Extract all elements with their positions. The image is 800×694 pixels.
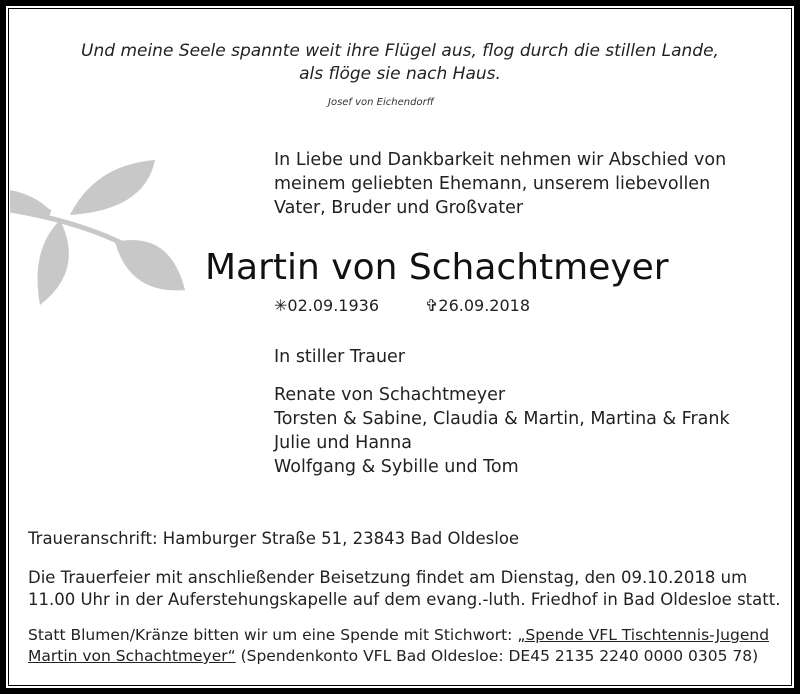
- quote-line-1: Und meine Seele spannte weit ihre Flügel aus, flog durch die stillen Lande,: [81, 41, 719, 61]
- birth-date-value: 02.09.1936: [287, 296, 380, 315]
- address-line: Traueranschrift: Hamburger Straße 51, 23843 Bad Oldesloe: [28, 529, 520, 548]
- quote-line-2: als flöge sie nach Haus.: [299, 64, 501, 84]
- quote-author: Josef von Eichendorff: [328, 97, 434, 108]
- ceremony-line-1: Die Trauerfeier mit anschließender Beisetzung findet am Dienstag, den 09.10.2018 um: [28, 568, 748, 587]
- ceremony-line-2: 11.00 Uhr in der Auferstehungskapelle auf dem evang.-luth. Friedhof in Bad Oldesloe statt.: [28, 590, 781, 609]
- mourner-line-4: Wolfgang & Sybille und Tom: [274, 457, 519, 477]
- intro-line-1: In Liebe und Dankbarkeit nehmen wir Abschied von: [274, 150, 727, 170]
- donation-prefix: Statt Blumen/Kränze bitten wir um eine Spende mit Stichwort:: [28, 626, 518, 644]
- birth-symbol-icon: ✳: [274, 296, 288, 315]
- death-date-value: 26.09.2018: [438, 296, 531, 315]
- donation-line-2: [28, 646, 758, 667]
- deceased-name: Martin von Schachtmeyer: [205, 247, 669, 288]
- mourner-line-2: Torsten & Sabine, Claudia & Martin, Martina & Frank: [274, 409, 730, 429]
- intro-line-2: meinem geliebten Ehemann, unserem liebevollen: [274, 174, 711, 194]
- mourner-line-3: Julie und Hanna: [274, 433, 412, 453]
- mourner-line-1: Renate von Schachtmeyer: [274, 385, 506, 405]
- death-date: [425, 296, 530, 315]
- birth-date: [274, 296, 379, 315]
- death-cross-icon: ✞: [425, 296, 439, 315]
- donation-keyword-2: Martin von Schachtmeyer“: [28, 647, 236, 665]
- intro-line-3: Vater, Bruder und Großvater: [274, 198, 524, 218]
- donation-line-1: [28, 625, 769, 646]
- donation-keyword-1: „Spende VFL Tischtennis-Jugend: [517, 626, 770, 644]
- mourning-heading: In stiller Trauer: [274, 347, 405, 367]
- donation-account: (Spendenkonto VFL Bad Oldesloe: DE45 2135 2240 0000 0305 78): [235, 647, 759, 665]
- leaf-branch-icon: [10, 160, 200, 310]
